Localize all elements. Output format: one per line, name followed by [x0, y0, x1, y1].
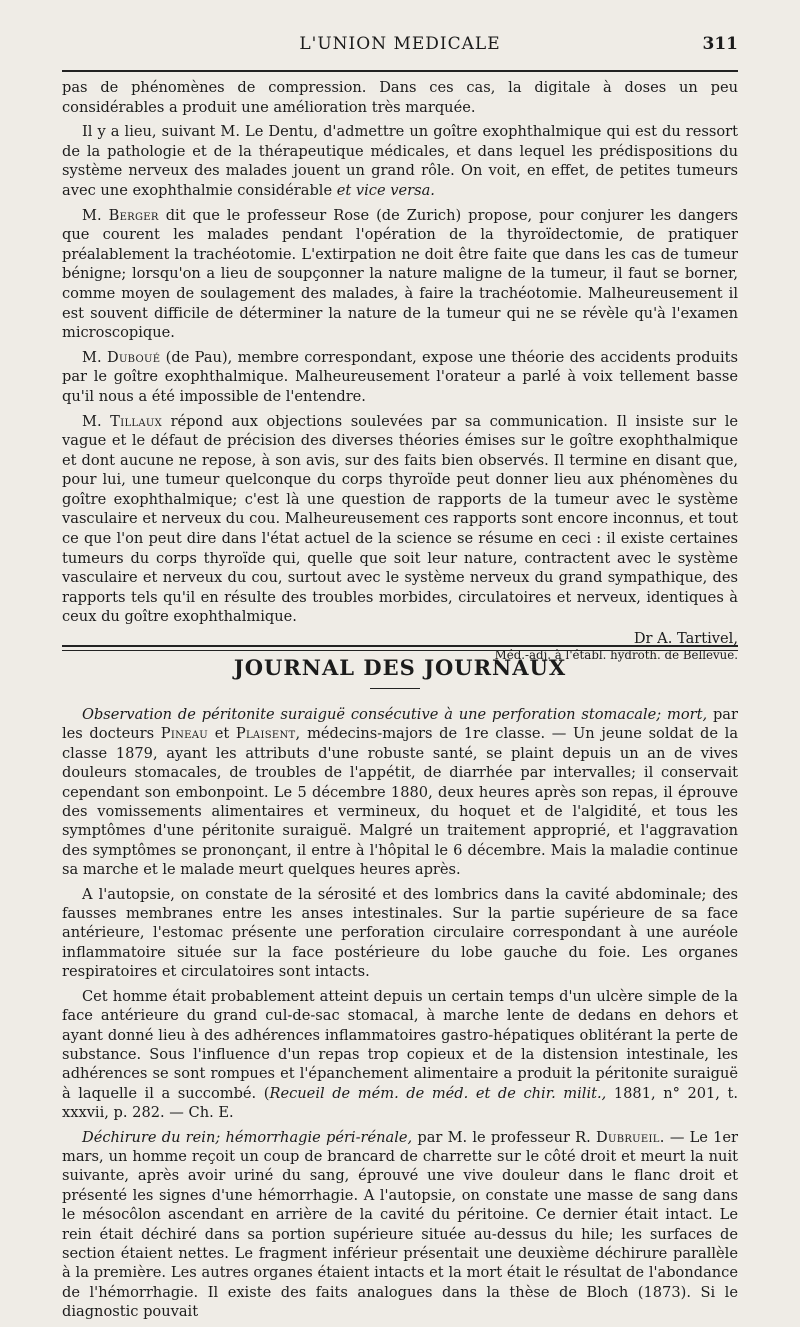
reference-source: Recueil de mém. de méd. et de chir. milit., — [269, 1084, 607, 1102]
article-text: — Le 1er mars, un homme reçoit un coup de brancard de charrette sur le côté droit et meurt la nuit suivante, après avoir uriné du sang, éprouvé une vive douleur dans le flanc droit et présenté les signes d'une hémorrhagie. A l'autopsie, on constate une masse de sang dans le mésocôlon ascendant en arrière de la cavité du péritoine. Ce dernier était intact. Le rein était déchiré dans sa portion supérieure située au-dessus du hile; les surfaces de section étaient nettes. Le fragment inférieur présentait une deuxième déchirure parallèle à la première. Les autres organes étaient intacts et la mort était le résultat de l'abondance de l'hémorrhagie. Il existe des faits analogues dans la thèse de Bloch (1873). Si le diagnostic pouvait — [62, 1128, 739, 1321]
italic-phrase: et vice versa. — [336, 181, 435, 199]
article-title: Déchirure du rein; hémorrhagie péri-rénale, — [82, 1128, 413, 1146]
paragraph — [62, 206, 738, 343]
reference-paren: ( — [263, 1084, 270, 1102]
header-rule — [62, 70, 738, 72]
signature: Dr A. Tartivel, — [633, 630, 738, 648]
paragraph — [62, 78, 738, 117]
academy-report — [62, 78, 738, 663]
running-title: L'UNION MEDICALE — [299, 34, 501, 54]
paragraph-text: dit que le professeur Rose (de Zurich) propose, pour conjurer les dangers que courent les malades pendant l'opération de la thyroïdectomie, de pratiquer préalablement la trachéotomie. L'extirpation ne doit être faite que dans les cas de tumeur bénigne; lorsqu'on a lieu de soupçonner la nature maligne de la tumeur, il faut se borner, comme moyen de soulagement des malades, à faire la trachéotomie. Malheureusement il est souvent difficile de déterminer la nature de la tumeur qui ne se révèle qu'à l'examen microscopique. — [62, 206, 739, 342]
article-text: médecins-majors de 1re classe. — Un jeune soldat de la classe 1879, ayant les attributs d'une robuste santé, se plaint depuis un an de vives douleurs stomacales, de troubles de l'appétit, de diarrhée par intervalles; il conservait cependant son embonpoint. Le 5 décembre 1880, deux heures après son repas, il éprouve des vomissements alimentaires et vermineux, du hoquet et de l'algidité, et tous les symptômes d'une péritonite suraiguë. Malgré un traitement approprié, et l'aggravation des symptômes se prononçant, il entre à l'hôpital le 6 décembre. Mais la maladie continue sa marche et le malade meurt quelques heures après. — [62, 725, 739, 879]
speaker-name: Berger — [108, 206, 159, 224]
paragraph-text: A l'autopsie, on constate de la sérosité et des lombrics dans la cavité abdominale; des fausses membranes entre les anses intestinales. Sur la partie supérieure de sa face antérieure, l'estomac présente une perforation circulaire correspondant à une auréole inflammatoire située sur la face postérieure du lobe gauche du foie. Les organes respiratoires et circulatoires sont intacts. — [62, 885, 738, 981]
paragraph — [62, 348, 738, 407]
article-title: Observation de péritonite suraiguë consécutive à une perforation stomacale; mort, — [82, 706, 708, 723]
speaker-name: Duboué — [106, 348, 161, 366]
article-entry — [62, 705, 738, 880]
author-name: Plaisent, — [235, 725, 301, 743]
article-text: par M. le professeur R. — [417, 1128, 591, 1146]
author-name: Dubrueil. — [595, 1128, 665, 1146]
section-title: JOURNAL DES JOURNAUX — [233, 655, 567, 680]
speaker-name: Tillaux — [110, 412, 162, 430]
prefix: M. — [82, 206, 102, 224]
paragraph-text: Cet homme était probablement atteint depuis un certain temps d'un ulcère simple de la face antérieure du grand cul-de-sac stomacal, à marche lente de dedans en dehors et ayant donné lieu à des adhérences inflammatoires gastro-hépatiques oblitérant la perte de substance. Sous l'influence d'un repas trop copieux et de la distension intestinale, les adhérences se sont rompues et l'épanchement alimentaire a produit la péritonite suraiguë à laquelle il a succombé. — [62, 987, 738, 1102]
prefix: M. — [82, 412, 102, 430]
author-name: Pineau — [160, 725, 209, 743]
section-divider — [62, 650, 738, 651]
section-divider — [62, 645, 738, 647]
reference-details: 1881, n° 201, t. xxxvii, p. 282. — Ch. E. — [62, 1084, 739, 1122]
paragraph — [62, 987, 738, 1123]
article-entry — [62, 1128, 738, 1322]
title-underline — [370, 688, 420, 689]
prefix: M. — [82, 348, 102, 366]
paragraph — [62, 885, 738, 982]
paragraph — [62, 122, 738, 200]
article-text: par les docteurs — [62, 706, 738, 743]
page-number: 311 — [702, 34, 738, 54]
journal-review — [62, 705, 738, 1327]
affiliation: Méd.-adj. à l'établ. hydroth. de Bellevue. — [494, 648, 738, 663]
paragraph-text: (de Pau), membre correspondant, expose une théorie des accidents produits par le goître exophthalmique. Malheureusement l'orateur a parlé à voix tellement basse qu'il nous a été impossible de l'entendre. — [62, 348, 739, 405]
article-text: et — [214, 725, 230, 743]
paragraph-text: Il y a lieu, suivant M. Le Dentu, d'admettre un goître exophthalmique qui est du ressort de la pathologie et de la thérapeutique médicales, et dans lequel les prédispositions du système nerveux des malades jouent un grand rôle. On voit, en effet, de petites tumeurs avec une exophthalmie considérable — [62, 123, 738, 199]
paragraph-text: répond aux objections soulevées par sa communication. Il insiste sur le vague et le défaut de précision des diverses théories émises sur le goître exophthalmique et dont aucune ne repose, à son avis, sur des faits bien observés. Il termine en disant que, pour lui, une tumeur quelconque du corps thyroïde peut donner lieu aux phénomènes du goître exophthalmique; c'est là une question de rapports de la tumeur avec le système vasculaire et nerveux du cou. Malheureusement ces rapports sont encore inconnus, et tout ce que l'on peut dire dans l'état actuel de la science se résume en ceci : il existe certaines tumeurs du corps thyroïde qui, quelle que soit leur nature, contractent avec le système vasculaire et nerveux du cou, surtout avec le système nerveux du grand sympathique, des rapports tels qu'il en résulte des troubles morbides, circulatoires et nerveux, identiques à ceux du goître exophthalmique. — [62, 412, 738, 626]
page-header — [62, 34, 738, 62]
paragraph-text: pas de phénomènes de compression. Dans ces cas, la digitale à doses un peu considérables a produit une amélioration très marquée. — [62, 79, 738, 116]
paragraph — [62, 412, 738, 628]
